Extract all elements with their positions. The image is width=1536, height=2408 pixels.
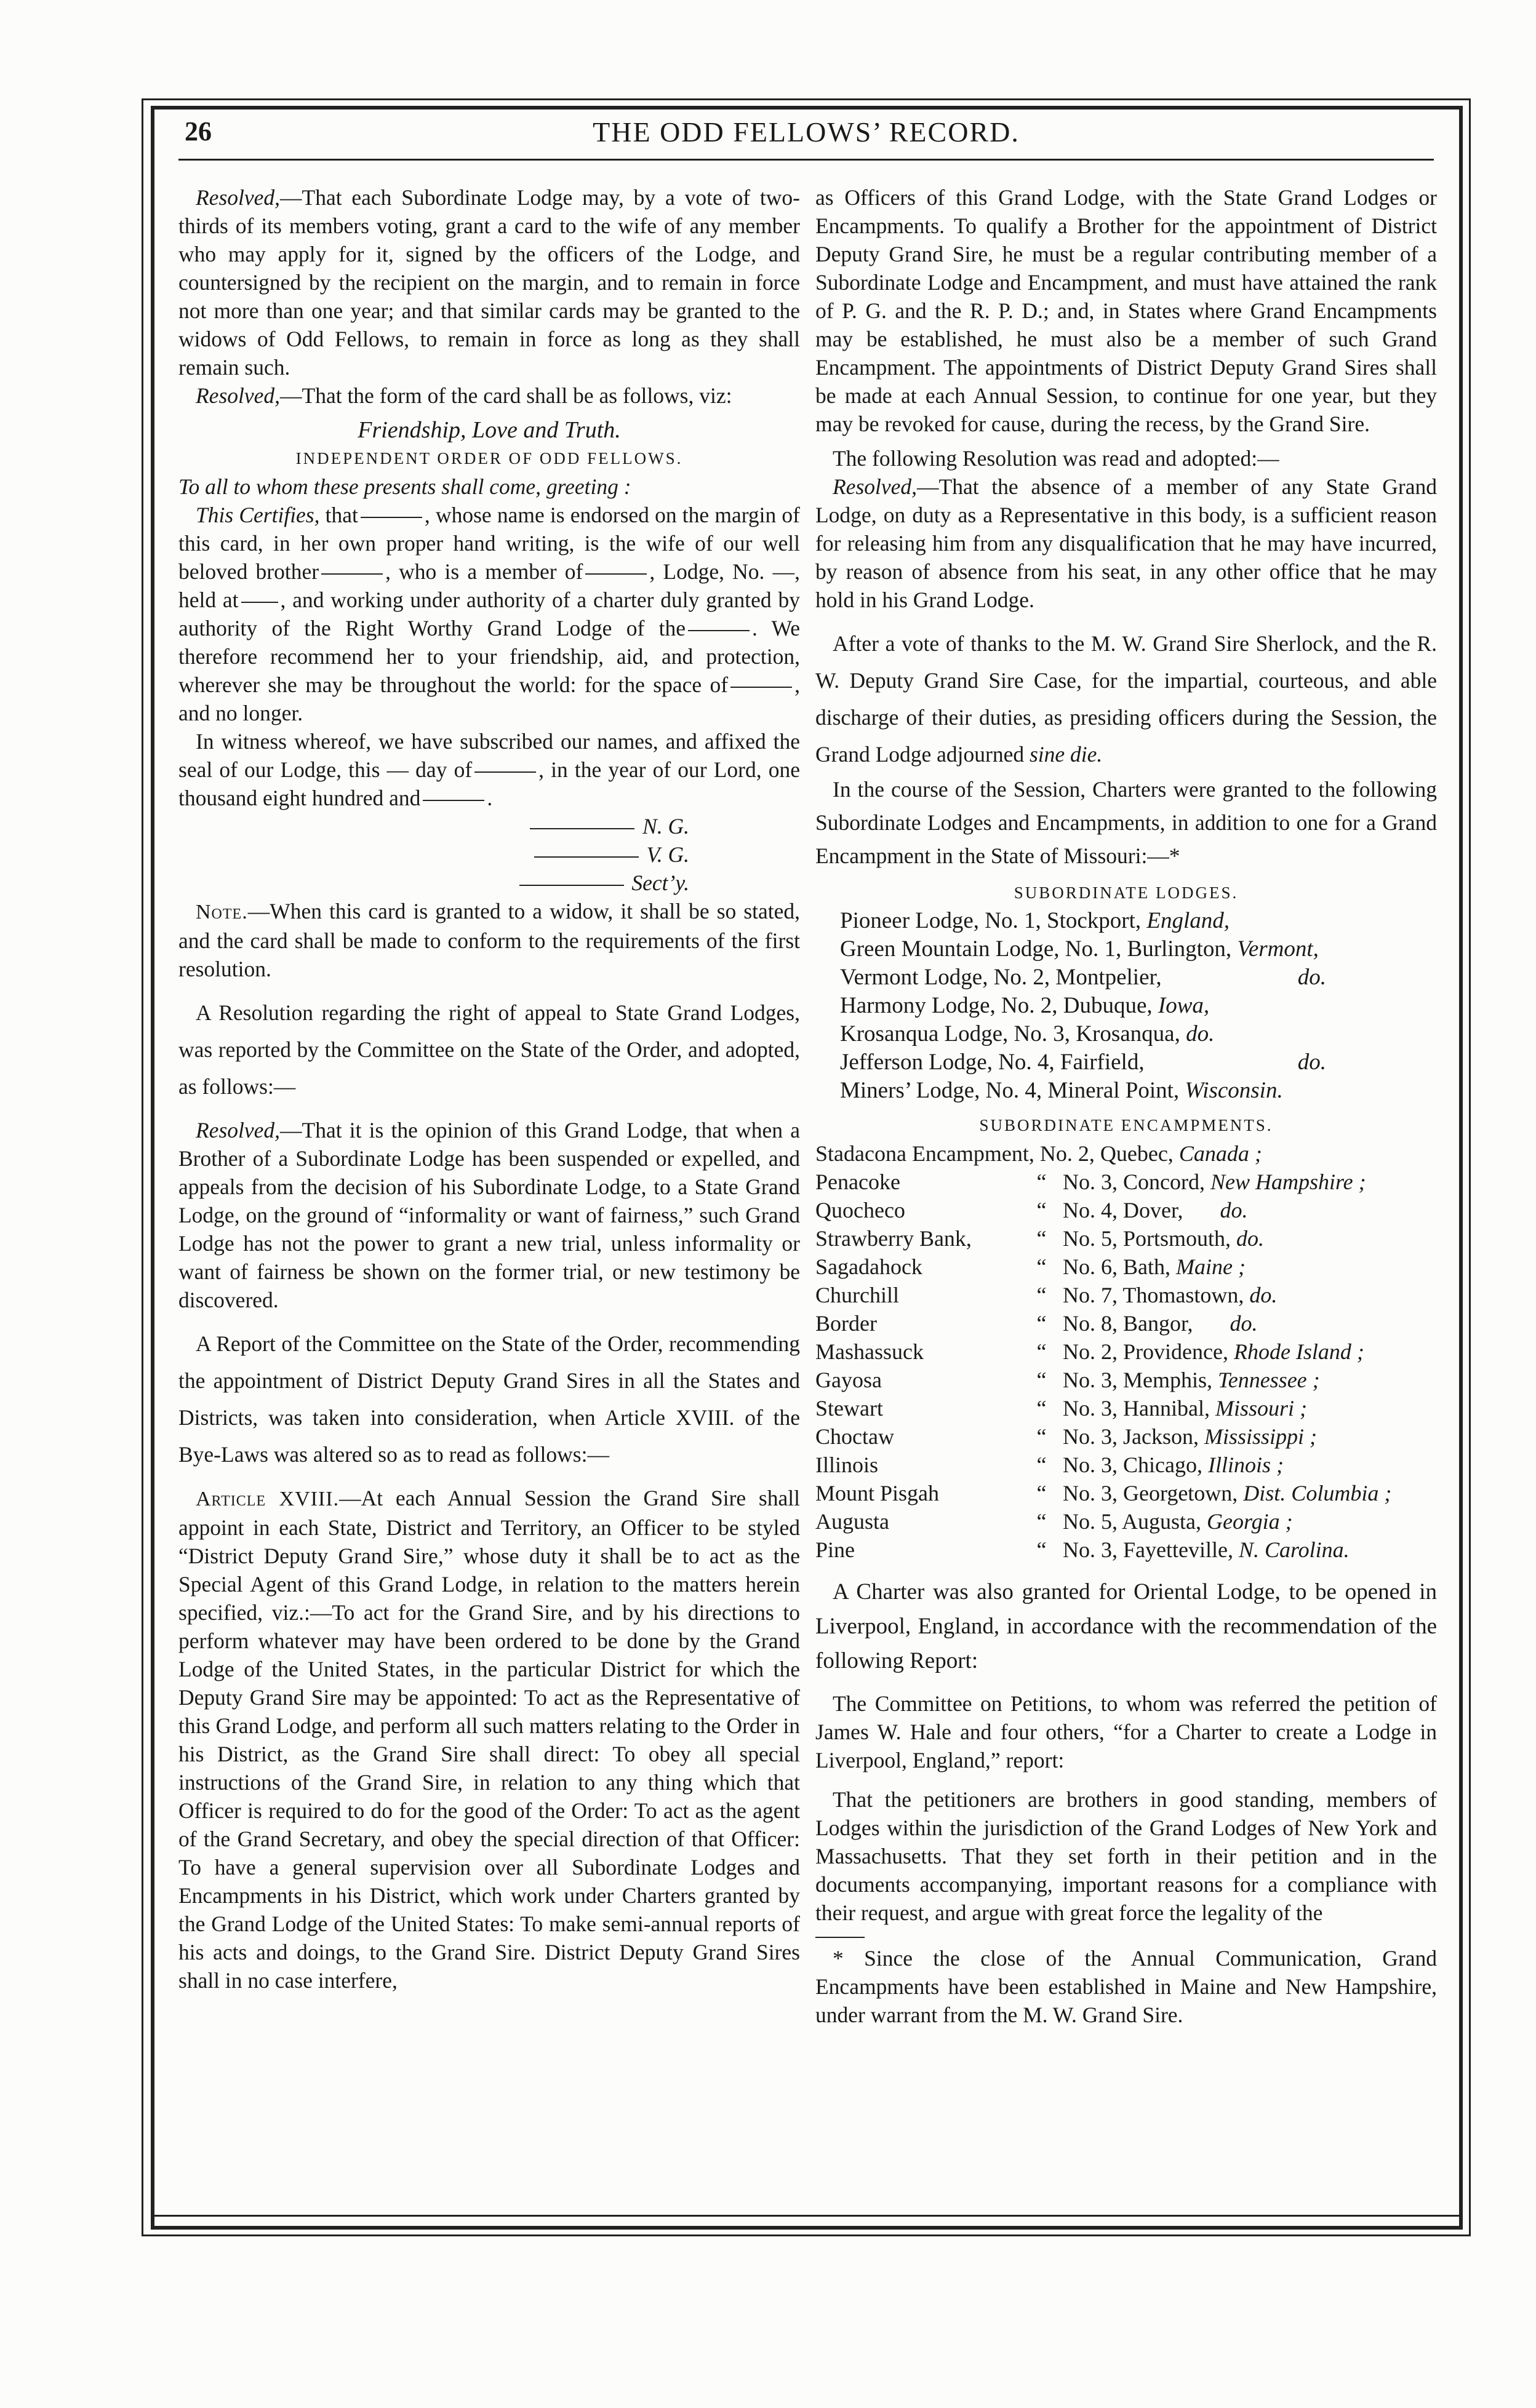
blank-line	[530, 828, 634, 829]
blank-line	[585, 573, 647, 575]
paragraph-text: —That the form of the card shall be as follows, viz:	[280, 383, 732, 408]
signature-title: V. G.	[646, 842, 689, 867]
paragraph: That the petitioners are brothers in good standing, members of Lodges within the jurisdiction of the Grand Lodges of New York and Massachusetts. That they set forth in their petition and in the documents accompanying, important reasons for a compliance with their request, and argue with great force the legality of the	[815, 1787, 1437, 1925]
encampment-name: Mashassuck	[815, 1339, 924, 1364]
encampment-details: No. 7, Thomastown,	[1063, 1283, 1250, 1307]
lodge-place: do.	[1297, 965, 1326, 990]
footnote: * Since the close of the Annual Communication, Grand Encampments have been established in Maine and New Hampshire, under warrant from the M. W. Grand Sire.	[815, 1946, 1437, 2027]
card-text: , and no longer.	[178, 672, 800, 725]
ditto-mark: “	[1036, 1339, 1047, 1364]
encampment-place: do.	[1230, 1311, 1258, 1336]
encampment-name: Gayosa	[815, 1368, 882, 1392]
encampment-item	[815, 1309, 1437, 1338]
encampment-item	[815, 1338, 1437, 1366]
paragraph	[178, 1484, 800, 1995]
resolved-lead: Resolved,	[196, 1118, 281, 1142]
lodge-item	[815, 1077, 1437, 1105]
encampment-item	[815, 1224, 1437, 1253]
paragraph	[178, 1116, 800, 1314]
note-lead: Note.	[196, 901, 248, 923]
encampment-place: Mississippi ;	[1204, 1424, 1318, 1449]
ditto-mark: “	[1036, 1368, 1047, 1392]
resolved-lead: Resolved,	[833, 474, 918, 499]
encampment-details: No. 3, Chicago,	[1063, 1453, 1208, 1477]
lodge-text: Harmony Lodge, No. 2, Dubuque,	[840, 993, 1158, 1018]
card-lead: This Certifies,	[196, 503, 320, 527]
encampment-details: No. 3, Fayetteville,	[1063, 1537, 1239, 1562]
signature-line	[178, 869, 800, 897]
ditto-mark: “	[1036, 1396, 1047, 1421]
paragraph	[178, 381, 800, 410]
lodge-text: Miners’ Lodge, No. 4, Mineral Point,	[840, 1078, 1185, 1103]
lodge-place: Vermont,	[1237, 936, 1319, 962]
paragraph-text: —That it is the opinion of this Grand Lodge, that when a Brother of a Subordinate Lodge has been suspended or expelled, and appeals from the decision of his Subordinate Lodge, to a State Grand Lodge, on the ground of “informality or want of fairness,” such Grand Lodge has not the power to grant a new trial, unless informality or want of fairness be shown on the former trial, or new testimony be discovered.	[178, 1118, 800, 1312]
bottom-rule	[151, 2215, 1463, 2217]
order-heading: INDEPENDENT ORDER OF ODD FELLOWS.	[295, 449, 683, 468]
encampment-item	[815, 1536, 1437, 1564]
paragraph: The Committee on Petitions, to whom was referred the petition of James W. Hale and four others, “for a Charter to create a Lodge in Liverpool, England,” report:	[815, 1691, 1437, 1772]
encampment-details: No. 5, Portsmouth,	[1063, 1226, 1237, 1251]
card-form-text	[178, 501, 800, 727]
ditto-mark: “	[1036, 1170, 1047, 1194]
lodge-text: Green Mountain Lodge, No. 1, Burlington,	[840, 936, 1238, 962]
encampment-details: No. 4, Dover,	[1063, 1198, 1183, 1222]
encampment-item	[815, 1139, 1437, 1168]
note	[178, 897, 800, 983]
paragraph	[815, 625, 1437, 773]
lodge-place: do.	[1297, 1050, 1326, 1075]
running-title: THE ODD FELLOWS’ RECORD.	[593, 116, 1020, 148]
lodge-place: do.	[1186, 1021, 1215, 1047]
card-text: , and working under authority of a charter duly granted by authority of the Right Worthy Grand Lodge of the	[178, 588, 800, 640]
paragraph: In the course of the Session, Charters were granted to the following Subordinate Lodges and Encampments, in addition to one for a Grand Encampment in the State of Missouri:—*	[815, 777, 1437, 868]
blank-line	[730, 687, 792, 688]
encampment-name: Choctaw	[815, 1424, 894, 1449]
encampment-item	[815, 1196, 1437, 1224]
witness-part: .	[487, 786, 493, 810]
blank-line	[321, 573, 383, 575]
blank-line	[361, 517, 422, 518]
ditto-mark: “	[1036, 1198, 1047, 1222]
lodge-item	[815, 992, 1437, 1020]
encampment-item	[815, 1422, 1437, 1451]
signature-title: Sect’y.	[631, 871, 689, 895]
encampment-details: No. 5, Augusta,	[1063, 1509, 1207, 1534]
encampment-place: Illinois ;	[1207, 1453, 1284, 1477]
encampment-item	[815, 1479, 1437, 1507]
right-column	[815, 183, 1437, 2029]
encampment-place: Missouri ;	[1215, 1396, 1307, 1421]
witness-part: In witness whereof, we have subscribed our names, and affixed the seal of our Lodge, this — day of	[178, 729, 800, 782]
lodge-list	[815, 907, 1437, 1105]
encampment-item	[815, 1281, 1437, 1309]
footnote-rule	[815, 1937, 865, 1938]
lodge-place: Wisconsin.	[1185, 1078, 1283, 1103]
resolved-lead: Resolved,	[196, 185, 281, 210]
encampment-details: No. 8, Bangor,	[1063, 1311, 1193, 1336]
encampment-place: Canada ;	[1178, 1141, 1262, 1166]
ditto-mark: “	[1036, 1481, 1047, 1505]
lodge-text: Vermont Lodge, No. 2, Montpelier,	[840, 965, 1162, 990]
lodge-text: Pioneer Lodge, No. 1, Stockport,	[840, 908, 1147, 933]
paragraph-text: After a vote of thanks to the M. W. Grand Sire Sherlock, and the R. W. Deputy Grand Sire Case, for the impartial, courteous, and able discharge of their duties, as presiding officers during the Session, the Grand Lodge adjourned	[815, 631, 1437, 767]
greeting: To all to whom these presents shall come, greeting :	[178, 474, 631, 499]
encampment-name: Quocheco	[815, 1198, 905, 1222]
encampments-heading: SUBORDINATE ENCAMPMENTS.	[979, 1116, 1273, 1134]
paragraph-text: —That each Subordinate Lodge may, by a vote of two-thirds of its members voting, grant a card to the wife of any member who may apply for it, signed by the officers of the Lodge, and countersigned by the recipient on the margin, and to remain in force not more than one year; and that similar cards may be granted to the widows of Odd Fellows, to remain in force as long as they shall remain such.	[178, 185, 800, 380]
note-text: —When this card is granted to a widow, it shall be so stated, and the card shall be made to conform to the requirements of the first resolution.	[178, 899, 800, 981]
ditto-mark: “	[1036, 1453, 1047, 1477]
encampment-name: Churchill	[815, 1283, 899, 1307]
lodge-item	[815, 935, 1437, 963]
encampment-place: do.	[1220, 1198, 1248, 1222]
ditto-mark: “	[1036, 1283, 1047, 1307]
paragraph	[178, 183, 800, 381]
blank-line	[241, 602, 278, 603]
encampment-item	[815, 1168, 1437, 1196]
encampment-place: Maine ;	[1176, 1254, 1246, 1279]
lodge-place: Iowa,	[1158, 993, 1210, 1018]
ditto-mark: “	[1036, 1254, 1047, 1279]
paragraph	[815, 472, 1437, 614]
page-header	[178, 111, 1434, 154]
lodge-item	[815, 963, 1437, 992]
blank-line	[519, 885, 624, 886]
lodge-text: Krosanqua Lodge, No. 3, Krosanqua,	[840, 1021, 1186, 1047]
encampment-place: New Hampshire ;	[1210, 1170, 1366, 1194]
page-number: 26	[185, 116, 212, 146]
header-rule	[178, 159, 1434, 161]
encampment-details: No. 3, Hannibal,	[1063, 1396, 1215, 1421]
encampment-name: Sagadahock	[815, 1254, 922, 1279]
lodges-heading: SUBORDINATE LODGES.	[1014, 883, 1239, 902]
signature-line	[178, 812, 800, 840]
encampment-place: Rhode Island ;	[1233, 1339, 1364, 1364]
encampment-place: Tennessee ;	[1218, 1368, 1320, 1392]
card-text: , who is a member of	[385, 559, 583, 584]
lodge-item	[815, 1020, 1437, 1048]
paragraph: The following Resolution was read and adopted:—	[833, 446, 1279, 471]
blank-line	[688, 630, 750, 631]
encampment-details: No. 2, Providence,	[1063, 1339, 1234, 1364]
paragraph: A Report of the Committee on the State of the Order, recommending the appointment of District Deputy Grand Sires in all the States and Districts, was taken into consideration, when Article XVIII. of the Bye-Laws was altered so as to read as follows:—	[178, 1331, 800, 1467]
paragraph: as Officers of this Grand Lodge, with the State Grand Lodges or Encampments. To qualify a Brother for the appointment of District Deputy Grand Sire, he must be a regular contributing member of a Subordinate Lodge and Encampment, and must have attained the rank of P. G. and the R. P. D.; and, in States where Grand Encampments may be established, he must also be a member of such Grand Encampment. The appointments of District Deputy Grand Sires shall be made at each Annual Session, to continue for one year, but they may be revoked for cause, during the recess, by the Grand Sire.	[815, 185, 1437, 436]
encampment-name: Illinois	[815, 1453, 879, 1477]
ditto-mark: “	[1036, 1537, 1047, 1562]
left-column	[178, 183, 800, 1995]
encampment-details: No. 3, Concord,	[1063, 1170, 1210, 1194]
witness-part: , in the year of our Lord, one thousand eight hundred and	[178, 757, 800, 810]
blank-line	[423, 800, 484, 801]
signature-line	[178, 840, 800, 869]
paragraph-text: —That the absence of a member of any State Grand Lodge, on duty as a Representative in this body, is a sufficient reason for releasing him from any disqualification that he may have incurred, by reason of absence from his seat, in any other office that he may hold in his Grand Lodge.	[815, 474, 1437, 612]
encampment-name: Mount Pisgah	[815, 1481, 940, 1505]
card-text: . We therefore recommend her to your friendship, aid, and protection, wherever she may be throughout the world: for the space of	[178, 616, 800, 697]
article-lead: Article XVIII.	[196, 1488, 340, 1510]
lodge-place: England,	[1146, 908, 1230, 933]
encampment-place: N. Carolina.	[1238, 1537, 1350, 1562]
signature-title: N. G.	[642, 814, 689, 839]
encampment-place: Georgia ;	[1207, 1509, 1293, 1534]
encampment-details: No. 3, Georgetown,	[1063, 1481, 1244, 1505]
encampment-details: No. 3, Memphis,	[1063, 1368, 1218, 1392]
encampment-name: Stewart	[815, 1396, 883, 1421]
ditto-mark: “	[1036, 1509, 1047, 1534]
encampment-item	[815, 1366, 1437, 1394]
motto: Friendship, Love and Truth.	[358, 417, 621, 443]
card-text: , whose name is endorsed on the margin of this card, in her own proper hand writing, is the wife of our well beloved brother	[178, 503, 800, 584]
encampment-details: No. 3, Jackson,	[1063, 1424, 1204, 1449]
ditto-mark: “	[1036, 1424, 1047, 1449]
card-text: , Lodge, No. —, held at	[178, 559, 800, 612]
encampment-item	[815, 1507, 1437, 1536]
encampment-list	[815, 1139, 1437, 1564]
resolved-lead: Resolved,	[196, 383, 281, 408]
encampment-item	[815, 1451, 1437, 1479]
encampment-place: do.	[1249, 1283, 1278, 1307]
encampment-name: Strawberry Bank,	[815, 1226, 972, 1251]
encampment-name: Penacoke	[815, 1170, 900, 1194]
blank-line	[474, 771, 536, 773]
blank-line	[534, 856, 639, 858]
lodge-item	[815, 1048, 1437, 1077]
encampment-name: Pine	[815, 1537, 855, 1562]
lodge-text: Jefferson Lodge, No. 4, Fairfield,	[840, 1050, 1145, 1075]
paragraph-text: —At each Annual Session the Grand Sire shall appoint in each State, District and Territory, an Officer to be styled “District Deputy Grand Sire,” whose duty it shall be to act as the Special Agent of this Grand Lodge, in relation to the matters herein specified, viz.:—To act for the Grand Sire, and by his directions to perform whatever may have been ordered to be done by the Grand Lodge of the United States, in the particular District for which the Deputy Grand Sire may be appointed: To act as the Representative of this Grand Lodge, and perform all such matters relating to the Order in his District, as the Grand Sire shall direct: To obey all special instructions of the Grand Sire, in relation to any thing which that Officer is required to do for the good of the Order: To act as the agent of the Grand Secretary, and obey the special direction of that Officer: To have a general supervision over all Subordinate Lodges and Encampments in his District, which work under Charters granted by the Grand Lodge of the United States: To make semi-annual reports of his acts and doings, to the Grand Sire. District Deputy Grand Sires shall in no case interfere,	[178, 1486, 800, 1993]
encampment-name: Augusta	[815, 1509, 889, 1534]
witness-text	[178, 727, 800, 812]
lodge-item	[815, 907, 1437, 935]
ditto-mark: “	[1036, 1226, 1047, 1251]
paragraph: A Charter was also granted for Oriental Lodge, to be opened in Liverpool, England, in accordance with the recommendation of the following Report:	[815, 1579, 1437, 1673]
card-text: that	[319, 503, 358, 527]
encampment-item	[815, 1394, 1437, 1422]
encampment-name: Border	[815, 1311, 877, 1336]
encampment-name: Stadacona Encampment, No. 2, Quebec,	[815, 1141, 1179, 1166]
sine-die: sine die.	[1029, 742, 1103, 767]
encampment-item	[815, 1253, 1437, 1281]
paragraph: A Resolution regarding the right of appeal to State Grand Lodges, was reported by the Committee on the State of the Order, and adopted, as follows:—	[178, 1000, 800, 1099]
ditto-mark: “	[1036, 1311, 1047, 1336]
encampment-place: Dist. Columbia ;	[1243, 1481, 1392, 1505]
encampment-place: do.	[1236, 1226, 1265, 1251]
encampment-details: No. 6, Bath,	[1063, 1254, 1176, 1279]
